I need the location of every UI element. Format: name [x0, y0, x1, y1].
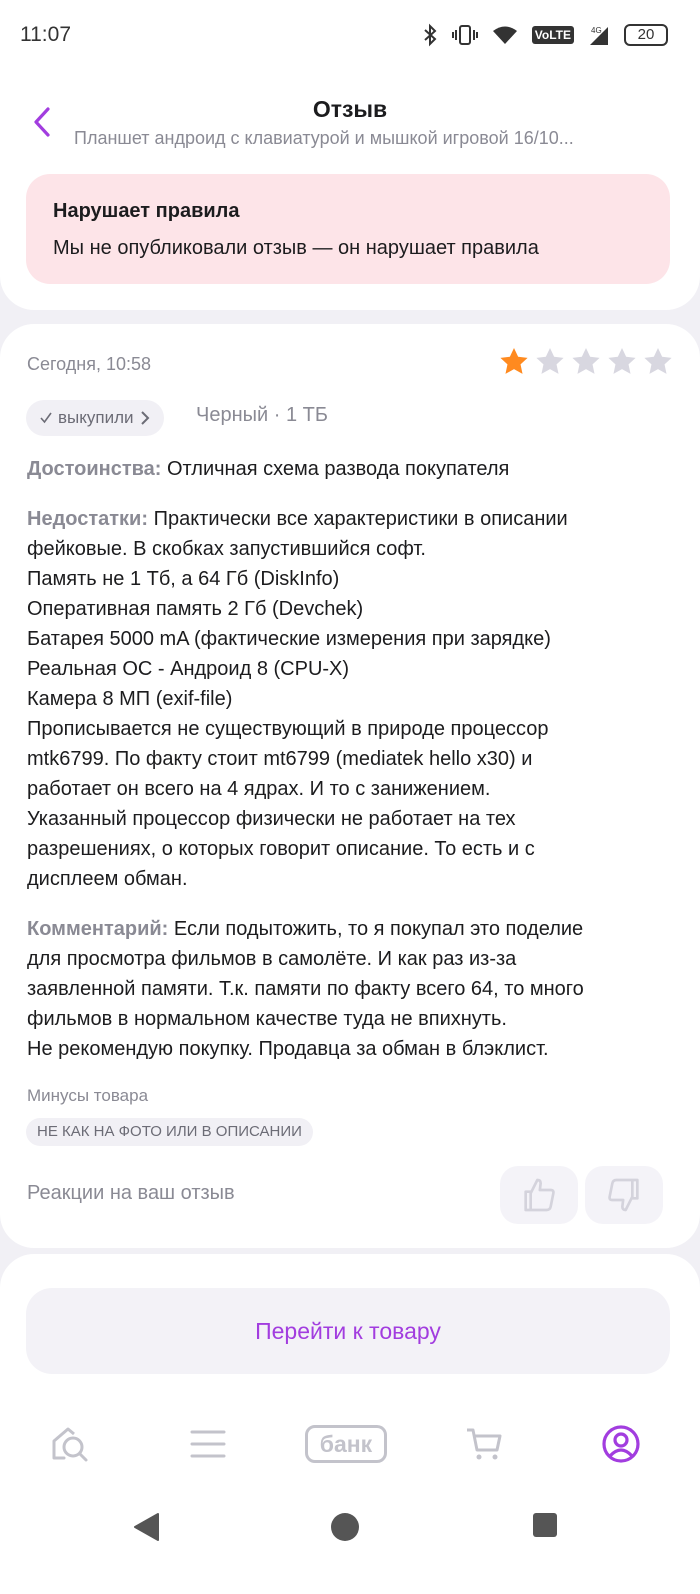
comment-line: Не рекомендую покупку. Продавца за обман в блэклист.: [27, 1038, 549, 1060]
advantages-label: Достоинства:: [27, 458, 162, 480]
disadvantages-line: Оперативная память 2 Гб (Devchek): [27, 598, 364, 620]
system-back-button[interactable]: [132, 1512, 160, 1547]
disadvantages-line: Камера 8 МП (exif-file): [27, 688, 233, 710]
thumbs-up-icon: [519, 1175, 559, 1215]
chevron-right-icon: [140, 411, 150, 425]
disadvantages-section: [27, 504, 667, 894]
signal-icon: [588, 24, 610, 46]
bank-label: банк: [305, 1425, 387, 1463]
product-name: Планшет андроид с клавиатурой и мышкой игровой 16/10...: [74, 128, 574, 148]
star-icon: [606, 346, 638, 378]
page-title: Отзыв: [312, 96, 388, 122]
purchased-label: выкупили: [58, 408, 134, 427]
disadvantages-line: Память не 1 Тб, а 64 Гб (DiskInfo): [27, 568, 340, 590]
system-home-button[interactable]: [330, 1512, 360, 1547]
svg-text:4G: 4G: [591, 26, 602, 35]
disadvantages-label: Недостатки:: [27, 508, 149, 530]
review-card: [0, 324, 700, 1248]
nav-profile[interactable]: [600, 1414, 642, 1474]
purchased-badge[interactable]: [26, 400, 164, 436]
star-icon: [534, 346, 566, 378]
square-recents-icon: [532, 1512, 558, 1538]
rating-stars: [498, 346, 674, 378]
vibrate-icon: [452, 24, 478, 46]
cart-icon: [465, 1426, 503, 1462]
comment-line: для просмотра фильмов в самолёте. И как раз из-за: [27, 948, 517, 970]
star-icon: [642, 346, 674, 378]
status-icons: [422, 20, 668, 50]
disadvantages-line: работает он всего на 4 ядрах. И то с занижением.: [27, 778, 491, 800]
comment-section: [27, 914, 667, 1064]
notice-text: Мы не опубликовали отзыв — он нарушает правила: [53, 237, 539, 259]
comment-line: заявленной памяти. Т.к. памяти по факту всего 64, то много: [27, 978, 584, 1000]
disadvantages-line: Недостатки: Практически все характеристики в описании: [27, 508, 568, 530]
volte-badge: VoLTE: [532, 26, 574, 44]
minus-label: Минусы товара: [27, 1086, 149, 1105]
profile-icon: [601, 1424, 641, 1464]
review-date: Сегодня, 10:58: [27, 354, 152, 374]
star-icon: [498, 346, 530, 378]
comment-label: Комментарий:: [27, 918, 169, 940]
disadvantages-line: разрешениях, о которых говорит описание. То есть и с: [27, 838, 535, 860]
notice-title: Нарушает правила: [53, 200, 240, 222]
minus-tag: НЕ КАК НА ФОТО ИЛИ В ОПИСАНИИ: [26, 1118, 313, 1146]
dislike-button[interactable]: [585, 1166, 663, 1224]
triangle-back-icon: [132, 1512, 160, 1542]
advantages-text: Отличная схема развода покупателя: [167, 458, 510, 480]
disadvantages-line: mtk6799. По факту стоит mt6799 (mediatek hello x30) и: [27, 748, 533, 770]
status-time: 11:07: [20, 23, 71, 46]
battery-icon: 20: [624, 24, 668, 46]
advantages-section: [27, 454, 667, 484]
go-to-product-button[interactable]: Перейти к товару: [26, 1288, 670, 1374]
reactions-label: Реакции на ваш отзыв: [27, 1182, 235, 1204]
disadvantages-line: Прописывается не существующий в природе процессор: [27, 718, 549, 740]
disadvantages-line: Указанный процессор физически не работает на тех: [27, 808, 516, 830]
check-icon: [40, 412, 52, 424]
rules-violation-notice: [26, 174, 670, 284]
product-variant: Черный · 1 ТБ: [196, 404, 328, 426]
menu-icon: [190, 1429, 226, 1459]
like-button[interactable]: [500, 1166, 578, 1224]
system-navigation-bar: [0, 1502, 700, 1562]
nav-bank[interactable]: [303, 1414, 389, 1474]
wifi-icon: [492, 25, 518, 45]
nav-home[interactable]: [48, 1414, 92, 1474]
comment-line: Комментарий: Если подытожить, то я покупал это поделие: [27, 918, 584, 940]
circle-home-icon: [330, 1512, 360, 1542]
nav-catalog[interactable]: [188, 1414, 228, 1474]
bottom-panel: [0, 1254, 700, 1594]
thumbs-down-icon: [604, 1175, 644, 1215]
nav-cart[interactable]: [464, 1414, 504, 1474]
disadvantages-line: Батарея 5000 mA (фактические измерения при зарядке): [27, 628, 551, 650]
system-recents-button[interactable]: [532, 1512, 558, 1543]
bluetooth-icon: [422, 23, 438, 47]
bottom-nav: [0, 1414, 700, 1474]
header-card: [0, 70, 700, 310]
home-search-icon: [50, 1424, 90, 1464]
star-icon: [570, 346, 602, 378]
comment-line: фильмов в нормальном качестве туда не впихнуть.: [27, 1008, 507, 1030]
disadvantages-line: фейковые. В скобках запустившийся софт.: [27, 538, 426, 560]
status-bar: [0, 0, 700, 70]
disadvantages-line: Реальная ОС - Андроид 8 (CPU-X): [27, 658, 350, 680]
disadvantages-line: дисплеем обман.: [27, 868, 188, 890]
